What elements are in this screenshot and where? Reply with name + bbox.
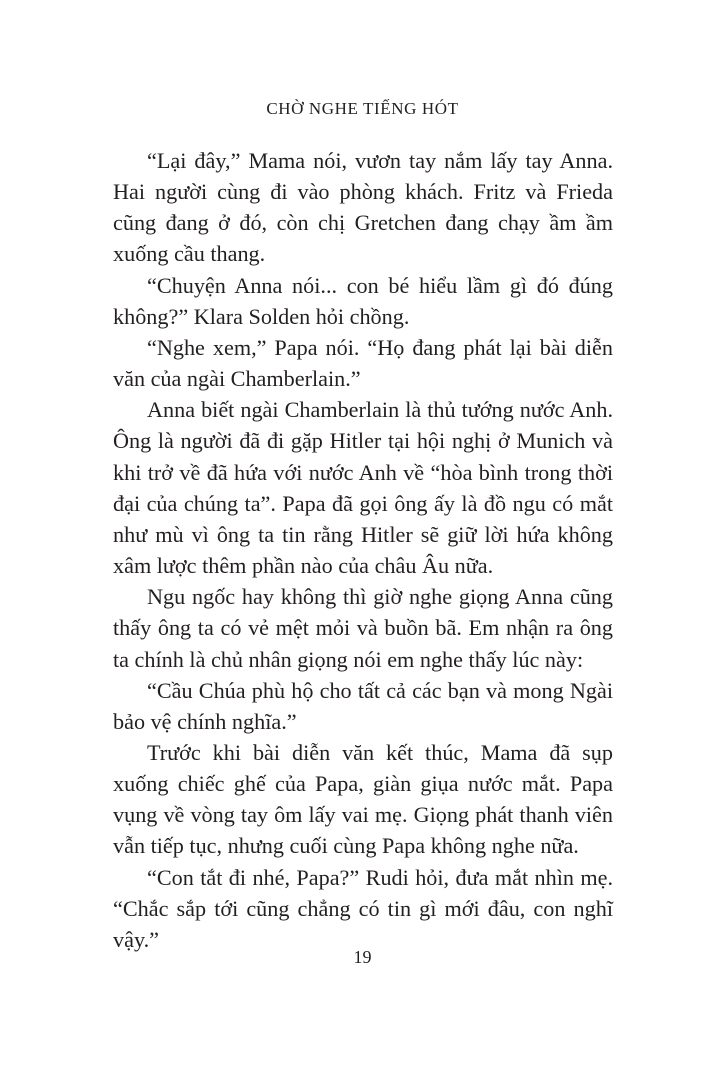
page-number: 19 [353,947,372,967]
paragraph: “Lại đây,” Mama nói, vươn tay nắm lấy tay Anna. Hai người cùng đi vào phòng khách. Fritz và Frieda cũng đang ở đó, còn chị Gretchen đang chạy ầm ầm xuống cầu thang. [113,148,613,267]
paragraph: Trước khi bài diễn văn kết thúc, Mama đã sụp xuống chiếc ghế của Papa, giàn giụa nước mắt. Papa vụng về vòng tay ôm lấy vai mẹ. Giọng phát thanh viên vẫn tiếp tục, nhưng cuối cùng Papa không nghe nữa. [113,739,613,859]
paragraph: “Con tắt đi nhé, Papa?” Rudi hỏi, đưa mắt nhìn mẹ. “Chắc sắp tới cũng chẳng có tin gì mới đâu, con nghĩ vậy.” [113,864,613,952]
running-header: CHỜ NGHE TIẾNG HÓT [266,99,459,118]
paragraph: Ngu ngốc hay không thì giờ nghe giọng Anna cũng thấy ông ta có vẻ mệt mỏi và buồn bã. Em nhận ra ông ta chính là chủ nhân giọng nói em nghe thấy lúc này: [113,584,613,672]
body-text [113,145,613,955]
paragraph: “Nghe xem,” Papa nói. “Họ đang phát lại bài diễn văn của ngài Chamberlain.” [113,334,613,392]
paragraph: Anna biết ngài Chamberlain là thủ tướng nước Anh. Ông là người đã đi gặp Hitler tại hội nghị ở Munich và khi trở về đã hứa với nước Anh về “hòa bình trong thời đại của chúng ta”. Papa đã gọi ông ấy là đồ ngu có mắt như mù vì ông ta tin rằng Hitler sẽ giữ lời hứa không xâm lược thêm phần nào của châu Âu nữa. [113,397,613,579]
paragraph: “Cầu Chúa phù hộ cho tất cả các bạn và mong Ngài bảo vệ chính nghĩa.” [113,677,613,734]
paragraph: “Chuyện Anna nói... con bé hiểu lầm gì đó đúng không?” Klara Solden hỏi chồng. [113,272,613,329]
